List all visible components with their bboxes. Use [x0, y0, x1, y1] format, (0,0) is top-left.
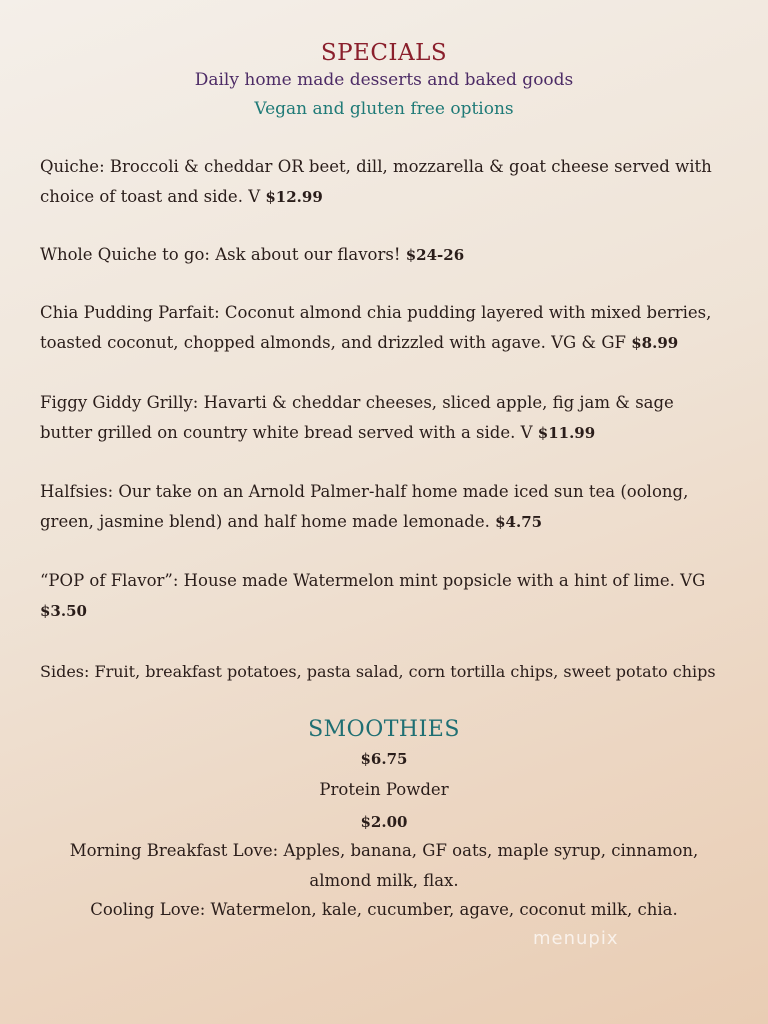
menu-item-halfsies [40, 477, 730, 537]
menu-item-figgy-grilly [40, 388, 730, 448]
specials-subtitle-vegan: Vegan and gluten free options [254, 99, 514, 119]
smoothie-morning-breakfast-love: Morning Breakfast Love: Apples, banana, GF oats, maple syrup, cinnamon, [69, 841, 699, 860]
smoothie-morning-breakfast-love-cont: almond milk, flax. [309, 871, 459, 890]
protein-powder-price: $2.00 [360, 813, 408, 831]
menu-item-sides [40, 657, 740, 687]
item-price: $3.50 [40, 602, 87, 620]
menu-item-quiche [40, 152, 730, 212]
item-name: Figgy Giddy Grilly: [40, 393, 199, 412]
item-name: Quiche: [40, 157, 105, 176]
item-description: Fruit, breakfast potatoes, pasta salad, corn tortilla chips, sweet potato chips [89, 662, 716, 681]
item-price: $12.99 [265, 188, 323, 206]
item-description: Broccoli & cheddar OR beet, dill, mozzarella & goat cheese served with choice of toast and side. V [40, 157, 712, 206]
item-price: $8.99 [631, 334, 679, 352]
item-description: Our take on an Arnold Palmer-half home made iced sun tea (oolong, green, jasmine blend) and half home made lemonade. [40, 482, 689, 531]
item-price: $11.99 [537, 424, 596, 442]
item-description: Ask about our flavors! [209, 245, 406, 264]
smoothie-price: $6.75 [360, 750, 408, 768]
item-description: Coconut almond chia pudding layered with mixed berries, toasted coconut, chopped almonds, and drizzled with agave. VG & GF [40, 303, 712, 352]
item-description: House made Watermelon mint popsicle with a hint of lime. VG [178, 571, 706, 590]
item-name: Halfsies: [40, 482, 114, 501]
menu-item-whole-quiche [40, 240, 730, 270]
smoothie-cooling-love: Cooling Love: Watermelon, kale, cucumber, agave, coconut milk, chia. [90, 900, 678, 919]
specials-heading: SPECIALS [320, 40, 448, 66]
item-description: Havarti & cheddar cheeses, sliced apple, fig jam & sage butter grilled on country white bread served with a side. V [40, 393, 674, 442]
item-name: Whole Quiche to go: [40, 245, 210, 264]
menu-item-pop-of-flavor [40, 566, 730, 626]
menupix-watermark: menupix [533, 928, 619, 949]
item-name: Sides: [40, 662, 90, 681]
item-price: $4.75 [495, 513, 543, 531]
item-price: $24-26 [405, 246, 465, 264]
item-name: Chia Pudding Parfait: [40, 303, 220, 322]
specials-subtitle-desserts: Daily home made desserts and baked goods [194, 70, 574, 90]
protein-powder-label: Protein Powder [319, 780, 449, 799]
menu-item-chia-parfait [40, 298, 730, 358]
item-name: “POP of Flavor”: [40, 571, 179, 590]
smoothies-heading: SMOOTHIES [308, 717, 460, 742]
